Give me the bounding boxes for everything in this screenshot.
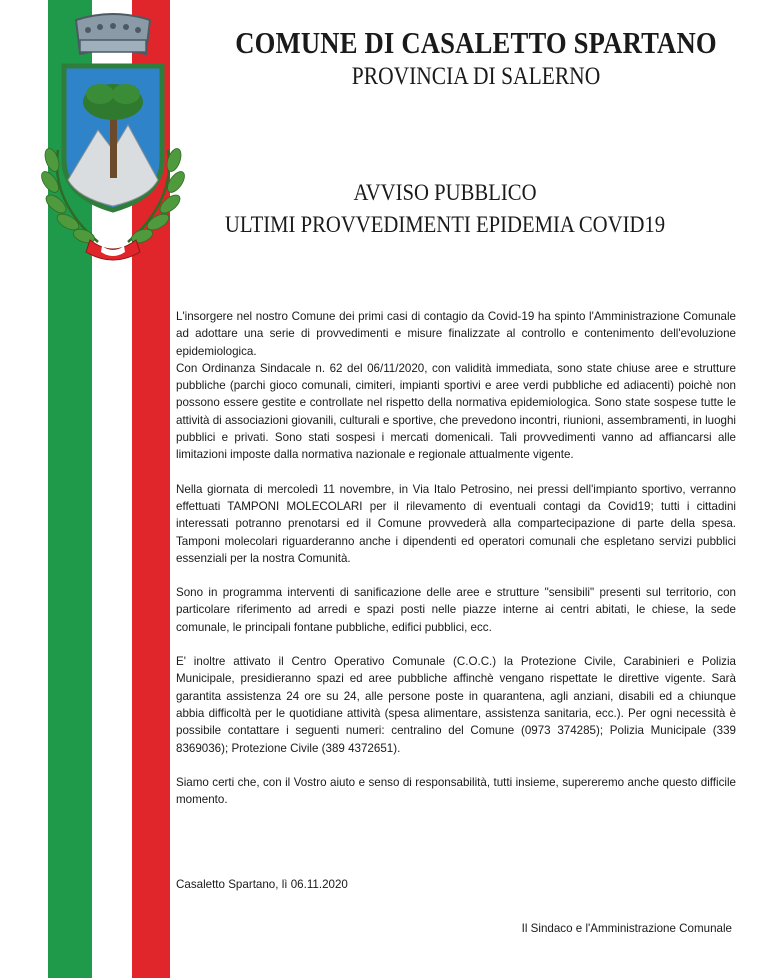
notice-subtitle: ULTIMI PROVVEDIMENTI EPIDEMIA COVID19 <box>224 212 666 237</box>
notice-heading <box>150 178 740 242</box>
document-header <box>196 24 756 92</box>
comune-name: COMUNE DI CASALETTO SPARTANO <box>235 25 717 60</box>
shield-icon <box>64 66 162 210</box>
crown-icon <box>76 14 150 54</box>
paragraph-intro: L'insorgere nel nostro Comune dei primi casi di contagio da Covid-19 ha spinto l'Amministrazione Comunale ad adottare una serie di provvedimenti e misure finalizzate al controllo e contenimento dell'evoluzione epidemiologica. <box>176 310 736 358</box>
notice-title: AVVISO PUBBLICO <box>353 180 537 205</box>
paragraph-coc: E' inoltre attivato il Centro Operativo Comunale (C.O.C.) la Protezione Civile, Carabinieri e Polizia Municipale, presidieranno spazi ed aree pubbliche affinchè vengano rispettate le direttive vigente. Sarà garantita assistenza 24 ore su 24, alle persone poste in quarantena, agli anziani, disabili ed a chiunque abbia difficoltà per le quotidiane attività (spesa alimentare, assistenza sanitaria, ecc.). Per ogni necessità è possibile contattare i seguenti numeri: centralino del Comune (0973 374285); Polizia Municipale (339 8369036); Protezione Civile (389 4372651). <box>176 655 736 755</box>
paragraph-ordinance: Con Ordinanza Sindacale n. 62 del 06/11/2020, con validità immediata, sono state chiuse aree e strutture pubbliche (parchi gioco comunali, cimiteri, impianti sportivi e aree verdi pubbliche ed adiacenti) poichè non possono essere gestite e controllate nel rispetto della normativa epidemiologica. Sono state sospese tutte le attività di associazioni giovanili, culturali e sportive, che prevedono incontri, riunioni, assembramenti, in luoghi pubblici e privati. Sono stati sospesi i mercati domenicali. Tali provvedimenti vanno ad affiancarsi alle limitazioni imposte dalla normativa nazionale e regionale attualmente vigente. <box>176 361 737 462</box>
notice-body <box>176 308 736 825</box>
date-line: Casaletto Spartano, lì 06.11.2020 <box>176 878 348 891</box>
paragraph-sanitization: Sono in programma interventi di sanificazione delle aree e strutture "sensibili" presenti sul territorio, con particolare riferimento ad arredi e spazi posti nelle piazze interne ai centri abitati, le chiese, la sede comunale, le principali fontane pubbliche, edifici pubblici, ecc. <box>176 586 736 634</box>
province-name: PROVINCIA DI SALERNO <box>351 63 601 90</box>
signature: Il Sindaco e l'Amministrazione Comunale <box>521 922 732 935</box>
paragraph-closing: Siamo certi che, con il Vostro aiuto e senso di responsabilità, tutti insieme, supereremo anche questo difficile momento. <box>176 775 736 807</box>
paragraph-swabs: Nella giornata di mercoledì 11 novembre, in Via Italo Petrosino, nei pressi dell'impianto sportivo, verranno effettuati TAMPONI MOLECOLARI per il rilevamento di eventuali contagi da Covid19; tutti i cittadini interessati potranno prenotarsi ed il Comune provvederà alla compartecipazione di parte della spesa. Tamponi molecolari riguarderanno anche i dipendenti ed operatori comunali che espletano servizi pubblici essenziali per la nostra Comunità. <box>176 482 736 565</box>
